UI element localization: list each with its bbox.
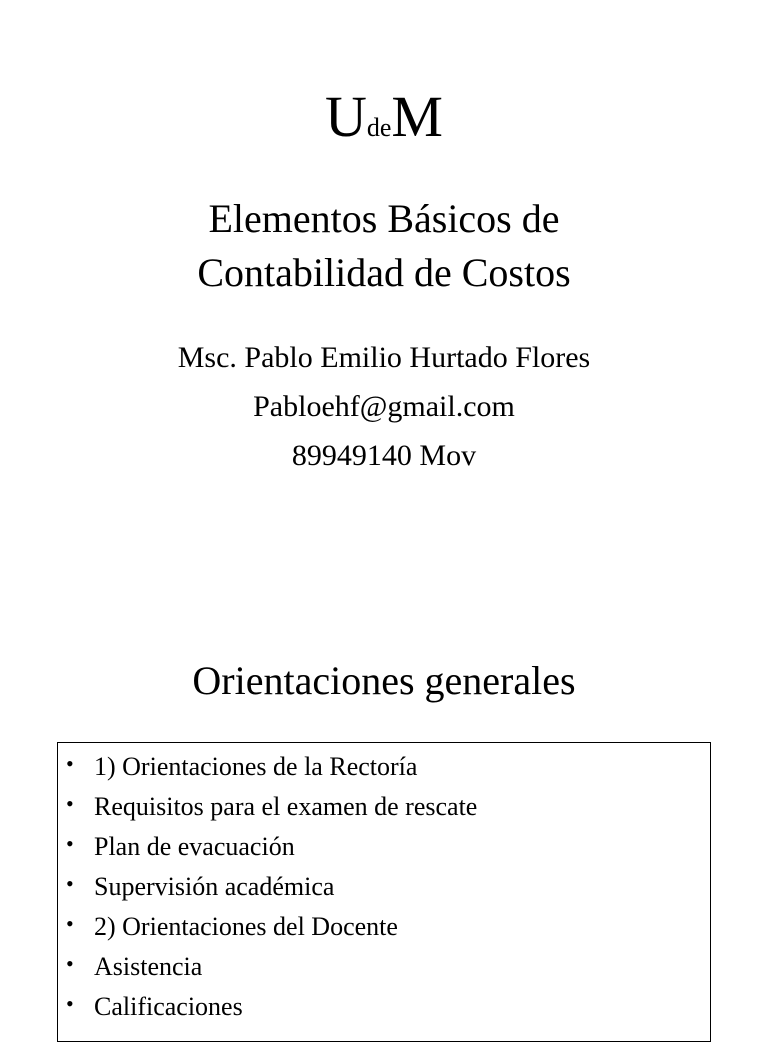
list-item [66,787,710,827]
list-item [66,867,710,907]
list-item [66,907,710,947]
list-item [66,827,710,867]
bullet-icon: • [66,951,74,976]
udem-logo [0,82,768,163]
presentation-title [0,192,768,300]
title-line-2: Contabilidad de Costos [197,250,571,295]
list-item [66,987,710,1027]
bullet-list [58,743,710,1027]
bullet-list-box [57,742,711,1042]
list-item-text: Calificaciones [94,992,243,1021]
slide-title [0,0,768,512]
author-email: Pabloehf@gmail.com [253,390,515,423]
logo-text-de: de [366,113,392,142]
bullet-icon: • [66,911,74,936]
slide-heading: Orientaciones generales [192,658,576,703]
bullet-icon: • [66,871,74,896]
title-line-1: Elementos Básicos de [208,196,560,241]
bullet-icon: • [66,831,74,856]
author-info [0,333,768,480]
author-phone: 89949140 Mov [291,439,477,472]
list-item-text: 1) Orientaciones de la Rectoría [94,752,418,781]
list-item-text: Supervisión académica [94,872,335,901]
list-item [66,947,710,987]
list-item-text: Plan de evacuación [94,832,295,861]
bullet-icon: • [66,991,74,1016]
list-item-text: Asistencia [94,952,203,981]
logo-letter-m: M [391,84,443,149]
author-name: Msc. Pablo Emilio Hurtado Flores [177,341,591,374]
list-item-text: 2) Orientaciones del Docente [94,912,398,941]
logo-letter-u: U [324,84,367,149]
bullet-icon: • [66,751,74,776]
list-item-text: Requisitos para el examen de rescate [94,792,478,821]
list-item [66,747,710,787]
bullet-icon: • [66,791,74,816]
slide-orientaciones [0,512,768,1024]
